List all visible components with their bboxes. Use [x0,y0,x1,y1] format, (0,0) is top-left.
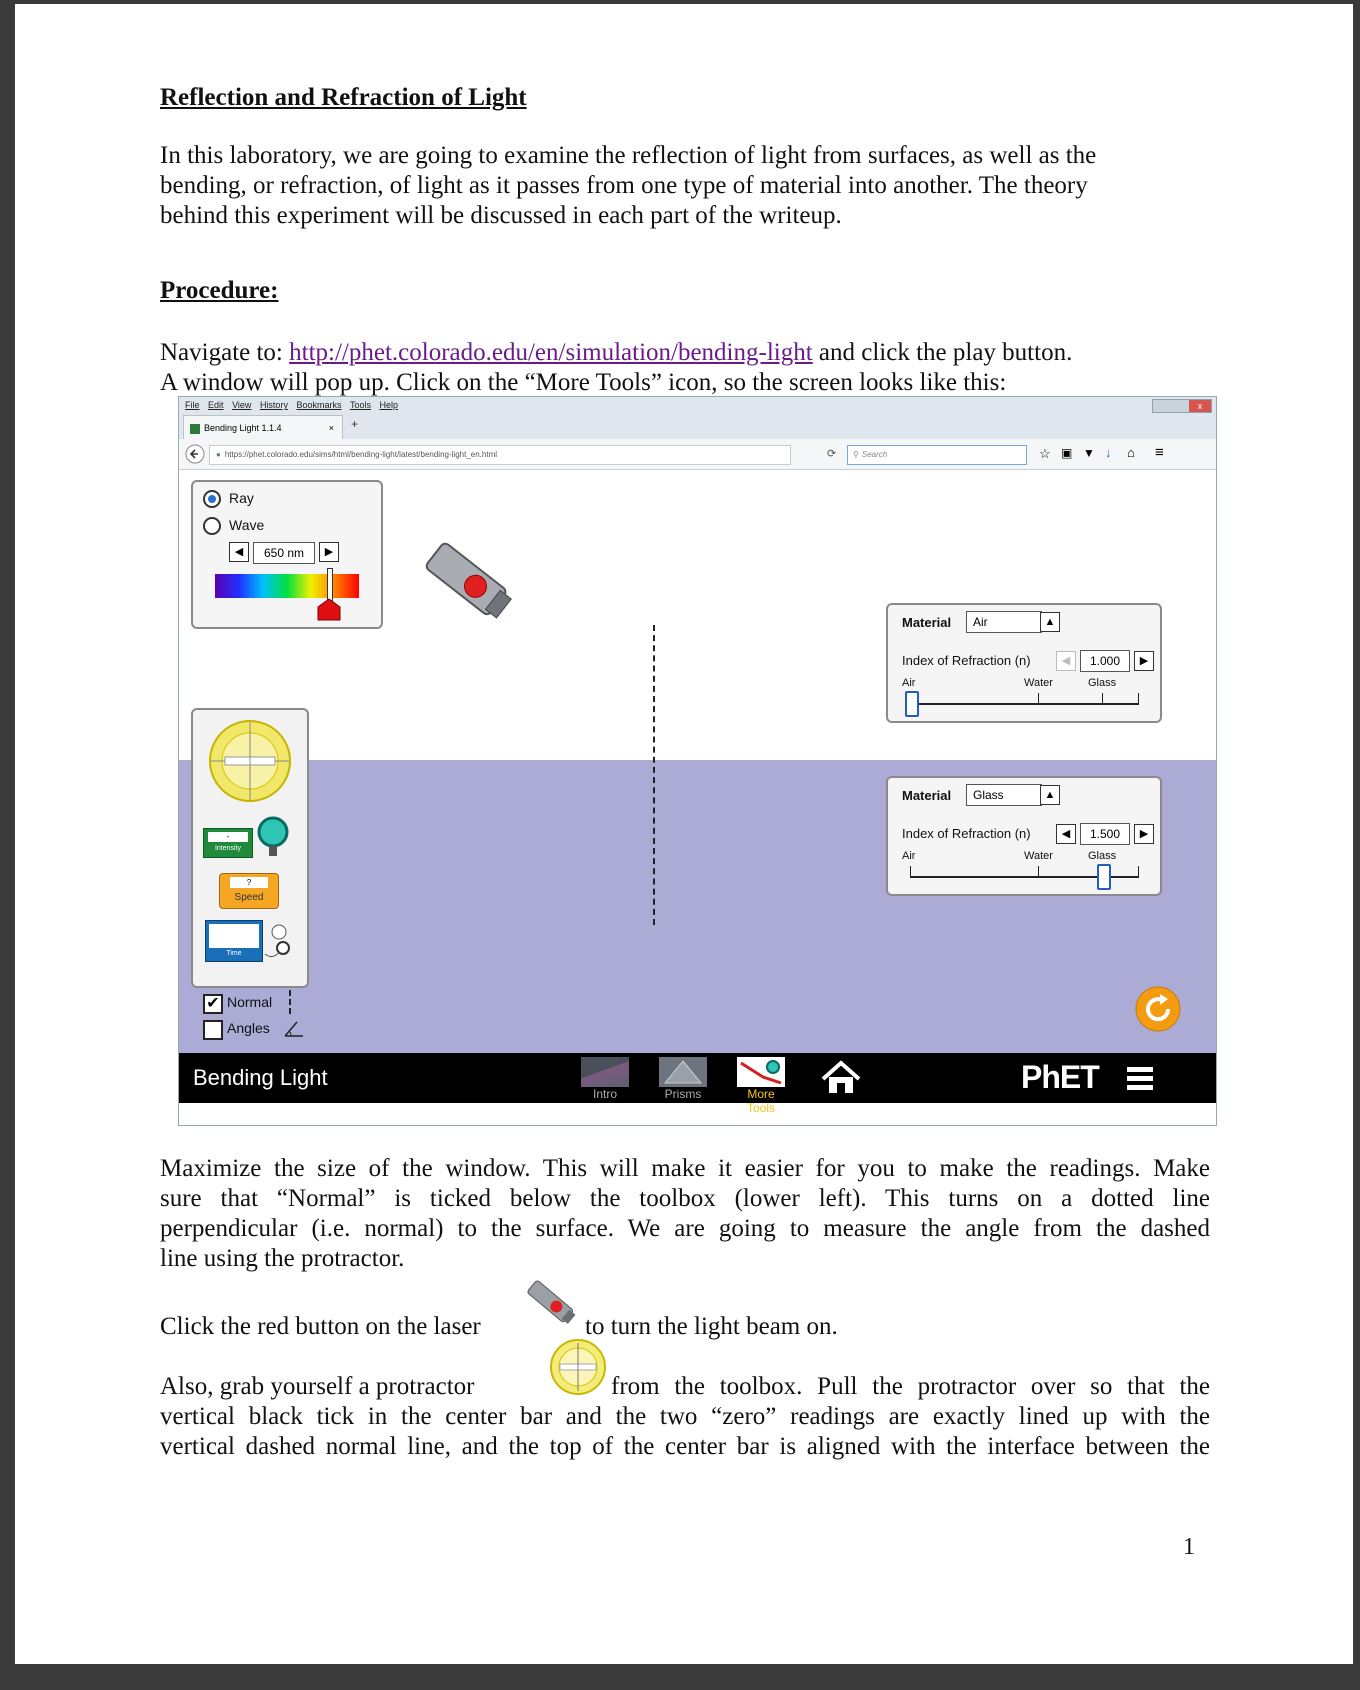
normal-label: Normal [227,994,273,1010]
wavelength-increase-button[interactable]: ▶ [319,542,339,562]
protractor-line: vertical dashed normal line, and the top of the center bar is aligned with the interface between the [160,1433,1210,1460]
protractor-paragraph [160,1402,1210,1462]
bottom-material-label: Material [902,788,952,803]
top-material-label: Material [902,615,952,630]
maximize-line: sure that “Normal” is ticked below the toolbox (lower left). This turns on a dotted line [160,1185,1210,1212]
window-controls [1152,399,1212,413]
laser-pointer[interactable] [415,532,525,632]
download-icon[interactable]: ↓ [1105,445,1112,460]
nav-intro[interactable] [579,1057,631,1101]
menu-bookmarks[interactable]: Bookmarks [296,400,342,410]
angles-label: Angles [227,1020,270,1036]
new-tab-button[interactable]: + [351,417,359,431]
top-material-select[interactable]: Air [966,611,1042,633]
top-material-panel [886,603,1162,723]
wavelength-thumb-icon[interactable] [317,598,341,622]
window-close-button[interactable]: x [1189,400,1211,412]
intensity-meter-tool[interactable] [203,828,253,858]
bottom-index-decrease-button[interactable]: ◀ [1056,824,1076,844]
prisms-thumbnail-icon [659,1057,707,1087]
bottom-index-slider-thumb[interactable] [1097,864,1111,890]
top-index-increase-button[interactable]: ▶ [1134,651,1154,671]
phet-navigation-bar [179,1053,1216,1115]
url-input[interactable] [209,445,791,465]
nav-more-tools[interactable] [735,1057,787,1115]
home-icon[interactable]: ⌂ [1127,445,1135,460]
nav-intro-label: Intro [592,1087,617,1101]
reset-all-button[interactable] [1134,985,1182,1033]
intensity-label: Intensity [214,845,242,852]
popup-line: A window will pop up. Click on the “More Tools” icon, so the screen looks like this: [160,369,1007,396]
normal-legend-icon [289,990,291,1014]
search-icon: ⚲ [853,450,859,459]
top-index-decrease-button[interactable]: ◀ [1056,651,1076,671]
intensity-sensor-icon[interactable] [255,816,291,862]
maximize-line: Maximize the size of the window. This will make it easier for you to make the readings. Make [160,1155,1210,1182]
bottom-scale-glass: Glass [1088,850,1117,862]
wavelength-decrease-button[interactable]: ◀ [229,542,249,562]
bottom-material-dropdown-icon[interactable]: ▲ [1040,785,1060,805]
reload-icon[interactable]: ⟳ [827,448,837,460]
maximize-line: perpendicular (i.e. normal) to the surface. We are going to measure the angle from the dashed [160,1215,1210,1242]
tab-close-icon[interactable]: × [328,423,334,433]
page-number: 1 [1183,1534,1195,1560]
more-tools-thumbnail-icon [737,1057,785,1087]
light-source-panel [191,480,383,629]
top-index-slider-track[interactable] [910,703,1138,705]
laser-prefix: Click the red button on the laser [160,1313,481,1340]
navigate-prefix: Navigate to: [160,339,290,366]
navigate-line [160,338,1072,368]
browser-navbar [179,439,1216,470]
menu-icon[interactable]: ≡ [1155,444,1164,461]
lock-icon: ● [216,450,221,459]
top-tick [1138,693,1139,705]
menu-help[interactable]: Help [379,400,399,410]
inline-protractor-icon [548,1337,608,1397]
protractor-line: vertical black tick in the center bar and the two “zero” readings are exactly lined up with the [160,1403,1210,1430]
wavelength-value: 650 nm [253,542,315,564]
protractor-prefix: Also, grab yourself a protractor [160,1373,475,1400]
protractor-suffix-wrap [611,1372,1210,1402]
protractor-suffix: from the toolbox. Pull the protractor over so that the [611,1373,1210,1400]
top-material-dropdown-icon[interactable]: ▲ [1040,612,1060,632]
top-scale-glass: Glass [1088,677,1117,689]
bottom-scale-water: Water [1024,850,1053,862]
time-screen [209,924,259,948]
bottom-material-panel [886,776,1162,896]
intro-line: In this laboratory, we are going to examine the reflection of light from surfaces, as well as the [160,142,1097,169]
bottom-index-value: 1.500 [1080,823,1130,845]
intro-line: behind this experiment will be discussed in each part of the writeup. [160,202,842,229]
library-icon[interactable]: ▣ [1061,446,1073,460]
bottom-tick [1138,866,1139,878]
tab-title: Bending Light 1.1.4 [204,423,282,433]
normal-checkbox[interactable]: ✔ [203,994,223,1014]
app-title: Bending Light [193,1065,328,1090]
time-tool[interactable] [205,920,263,962]
bottom-material-select[interactable]: Glass [966,784,1042,806]
speed-tool[interactable] [219,873,279,909]
nav-prisms-label: Prisms [664,1087,702,1101]
top-tick [1038,693,1039,705]
pocket-icon[interactable]: ▼ [1083,446,1095,460]
speed-label: Speed [234,892,264,903]
top-index-slider-thumb[interactable] [905,691,919,717]
laser-suffix: to turn the light beam on. [585,1313,838,1340]
intensity-value: - [208,832,248,842]
bottom-index-label: Index of Refraction (n) [902,826,1031,841]
phet-menu-icon[interactable] [1125,1065,1155,1093]
url-text: https://phet.colorado.edu/sims/html/bending-light/latest/bending-light_en.html [224,450,498,459]
browser-menubar [179,397,1216,413]
bottom-scale-air: Air [902,850,916,862]
maximize-paragraph [160,1154,1210,1274]
protractor-tool[interactable] [207,718,293,804]
time-label: Time [226,950,242,957]
bottom-tick [1038,866,1039,878]
bottom-index-increase-button[interactable]: ▶ [1134,824,1154,844]
bottom-tick [910,866,911,878]
top-scale-air: Air [902,677,916,689]
phet-logo[interactable]: PhET [1021,1059,1099,1095]
toolbox-panel [191,708,309,988]
phet-favicon-icon [190,424,200,434]
menu-history[interactable]: History [259,400,288,410]
inline-laser-icon [520,1274,582,1330]
intro-thumbnail-icon [581,1057,629,1087]
time-probe-icon[interactable] [263,922,293,962]
angles-checkbox[interactable] [203,1020,223,1040]
simulation-canvas [179,470,1216,1125]
top-scale-water: Water [1024,677,1053,689]
ray-label: Ray [229,490,254,506]
nav-prisms[interactable] [657,1057,709,1101]
wave-label: Wave [229,517,265,533]
speed-value: ? [230,877,268,888]
navigate-suffix: and click the play button. [812,339,1073,366]
simulation-link[interactable]: http://phet.colorado.edu/en/simulation/bending-light [289,339,813,366]
simulation-screenshot [178,396,1217,1126]
top-index-value: 1.000 [1080,650,1130,672]
back-icon[interactable] [185,444,205,464]
menu-edit[interactable]: Edit [208,400,224,410]
bookmark-star-icon[interactable]: ☆ [1039,446,1051,461]
normal-dashed-line [653,625,655,925]
nav-more-tools-label: More Tools [746,1087,775,1115]
procedure-heading: Procedure: [160,277,279,304]
browser-tab[interactable] [183,415,343,440]
wave-radio[interactable] [203,517,221,535]
home-screen-icon[interactable] [819,1059,863,1097]
angle-legend-icon [283,1018,305,1038]
search-placeholder: Search [861,450,888,459]
maximize-line: line using the protractor. [160,1245,405,1272]
ray-radio[interactable] [203,490,221,508]
intro-line: bending, or refraction, of light as it passes from one type of material into another. The theory [160,172,1088,199]
menu-view[interactable]: View [232,400,252,410]
doc-title: Reflection and Refraction of Light [160,84,527,111]
menu-tools[interactable]: Tools [350,400,372,410]
top-tick [1102,693,1103,705]
wavelength-spectrum-slider[interactable] [215,574,359,598]
intro-paragraph [160,141,1120,231]
menu-file[interactable]: File [185,400,200,410]
search-input[interactable] [847,445,1027,465]
top-index-label: Index of Refraction (n) [902,653,1031,668]
browser-tabbar [179,413,1216,439]
